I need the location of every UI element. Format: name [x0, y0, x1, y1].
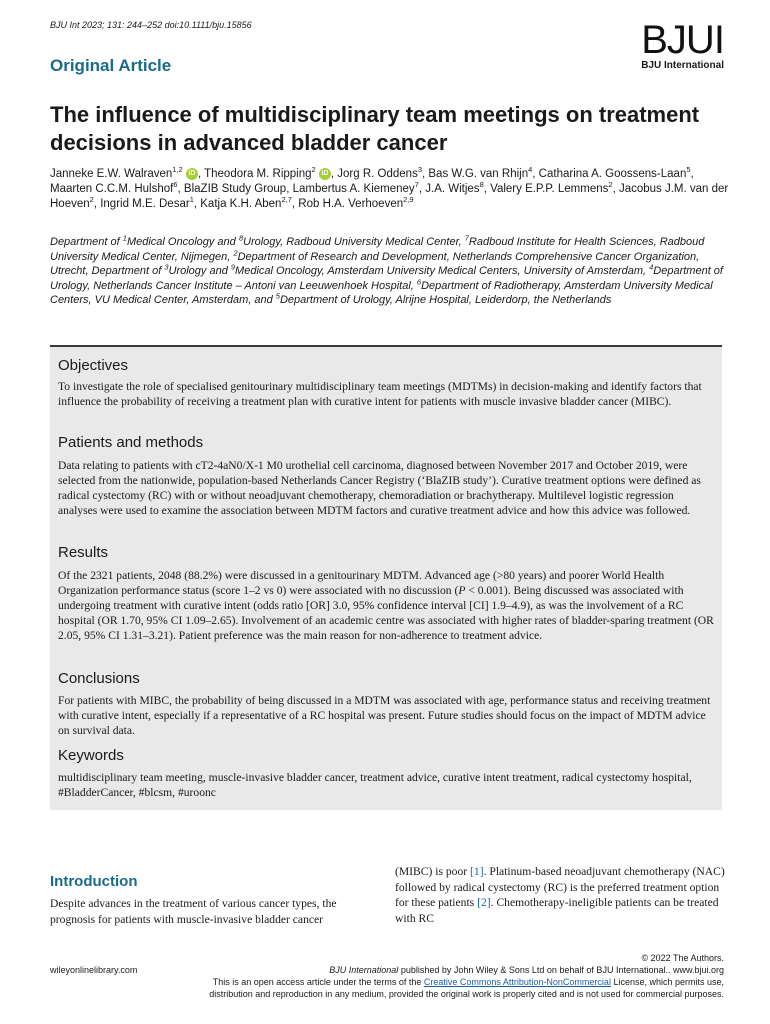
publisher-line: BJU International published by John Wiley & Sons Ltd on behalf of BJU International.. www.bjui.org: [329, 965, 724, 975]
journal-citation: BJU Int 2023; 131: 244–252 doi:10.1111/bju.15856: [50, 20, 252, 30]
orcid-icon[interactable]: iD: [319, 168, 331, 180]
author-list: Janneke E.W. Walraven$^{1,2}$ iD , Theodora M. Ripping$^2$ iD , Jorg R. Oddens$^3$, Bas W.G. van Rhijn$^4$, Catharina A. Goossens-Laan$^5$, Maarten C.C.M. Hulshof$^6$, BlaZIB Study Group, Lambertus A. Kiemeney$^7$, J.A. Witjes$^8$, Valery E.P.P. Lemmens$^2$, Jacobus J.M. van der Hoeven$^2$, Ingrid M.E. Desar$^1$, Katja K.H. Aben$^{2,7}$, Rob H.A. Verhoeven$^{2,9}$: [50, 165, 729, 210]
results-text: Of the 2321 patients, 2048 (88.2%) were discussed in a genitourinary MDTM. Advanced age (>80 years) and poorer World Health Organization performance status (score 1–2 vs 0) were associated with no discussion (P < 0.001). Being discussed was associated with undergoing treatment with curative intent (odds ratio [OR] 3.0, 95% confidence interval [CI] 1.9–4.9), as was the involvement of a RC hospital (OR 1.70, 95% CI 1.09–2.65). Involvement of an academic centre was associated with higher rates of bladder-sparing treatment (OR 2.05, 95% CI 1.31–3.21). Patient preference was the main reason for non-adherence to treatment advice.: [58, 569, 714, 642]
abstract-box: [50, 345, 722, 810]
intro-column-2: (MIBC) is poor [1]. Platinum-based neoadjuvant chemotherapy (NAC) followed by radical cystectomy (RC) is the preferred treatment option for these patients [2]. Chemotherapy-ineligible patients can be treated with RC: [395, 865, 725, 925]
intro-column-1: Despite advances in the treatment of various cancer types, the prognosis for patients with muscle-invasive bladder cancer: [50, 897, 337, 926]
results-heading: Results: [58, 544, 109, 561]
keywords-heading: Keywords: [58, 747, 124, 764]
article-title: The influence of multidisciplinary team meetings on treatment decisions in advanced bladder cancer: [50, 102, 700, 155]
affiliations: Department of $^1$Medical Oncology and $^8$Urology, Radboud University Medical Center, $^7$Radboud Institute for Health Sciences, Radboud University Medical Center, Nijmegen, $^2$Department of Research and Development, Netherlands Comprehensive Cancer Organization, Utrecht, Department of $^3$Urology and $^9$Medical Oncology, Amsterdam University Medical Centers, University of Amsterdam, $^4$Department of Urology, Netherlands Cancer Institute – Antoni van Leeuwenhoek Hospital, $^6$Department of Radiotherapy, Amsterdam University Medical Centers, VU Medical Center, Amsterdam, and $^5$Department of Urology, Alrijne Hospital, Leiderdorp, the Netherlands: [50, 233, 723, 307]
introduction-heading: Introduction: [50, 873, 138, 890]
methods-heading: Patients and methods: [58, 434, 204, 451]
logo-subtitle: BJU International: [641, 60, 724, 71]
journal-logo: [641, 18, 724, 71]
article-type: Original Article: [50, 56, 172, 75]
methods-text: Data relating to patients with cT2-4aN0/X-1 M0 urothelial cell carcinoma, diagnosed between November 2017 and October 2019, were selected from the nationwide, population-based Netherlands Cancer Registry (‘BlaZIB study’). Curative treatment options were defined as radical cystectomy (RC) with or without neoadjuvant chemotherapy, chemoradiation or brachytherapy. Multilevel logistic regression analyses were used to examine the association between MDTM factors and curative treatment advice and how this advice was followed.: [58, 459, 701, 517]
logo-wordmark: BJUI: [641, 18, 724, 62]
conclusions-heading: Conclusions: [58, 670, 140, 687]
keywords-text: multidisciplinary team meeting, muscle-invasive bladder cancer, treatment advice, curative intent treatment, radical cystectomy hospital, #BladderCancer, #blcsm, #uroonc: [58, 771, 692, 799]
license-link[interactable]: Creative Commons Attribution-NonCommercial: [423, 977, 611, 987]
license-line-2: distribution and reproduction in any medium, provided the original work is properly cited and is not used for commercial purposes.: [209, 989, 724, 999]
copyright-notice: © 2022 The Authors.: [641, 953, 724, 963]
objectives-text: To investigate the role of specialised genitourinary multidisciplinary team meetings (MDTMs) in decision-making and identify factors that influence the probability of receiving a treatment plan with curative intent for patients with muscle invasive bladder cancer (MIBC).: [58, 380, 702, 408]
website-link[interactable]: wileyonlinelibrary.com: [50, 965, 138, 975]
objectives-heading: Objectives: [58, 357, 129, 374]
conclusions-text: For patients with MIBC, the probability of being discussed in a MDTM was associated with age, performance status and receiving treatment with curative intent, especially if a representative of a RC hospital was present. Future studies should focus on the impact of MDTM advice on survival data.: [58, 694, 711, 737]
license-line-1: This is an open access article under the terms of the Creative Commons Attribution-NonCommercial License, which permits use,: [212, 977, 724, 987]
orcid-icon[interactable]: iD: [186, 168, 198, 180]
